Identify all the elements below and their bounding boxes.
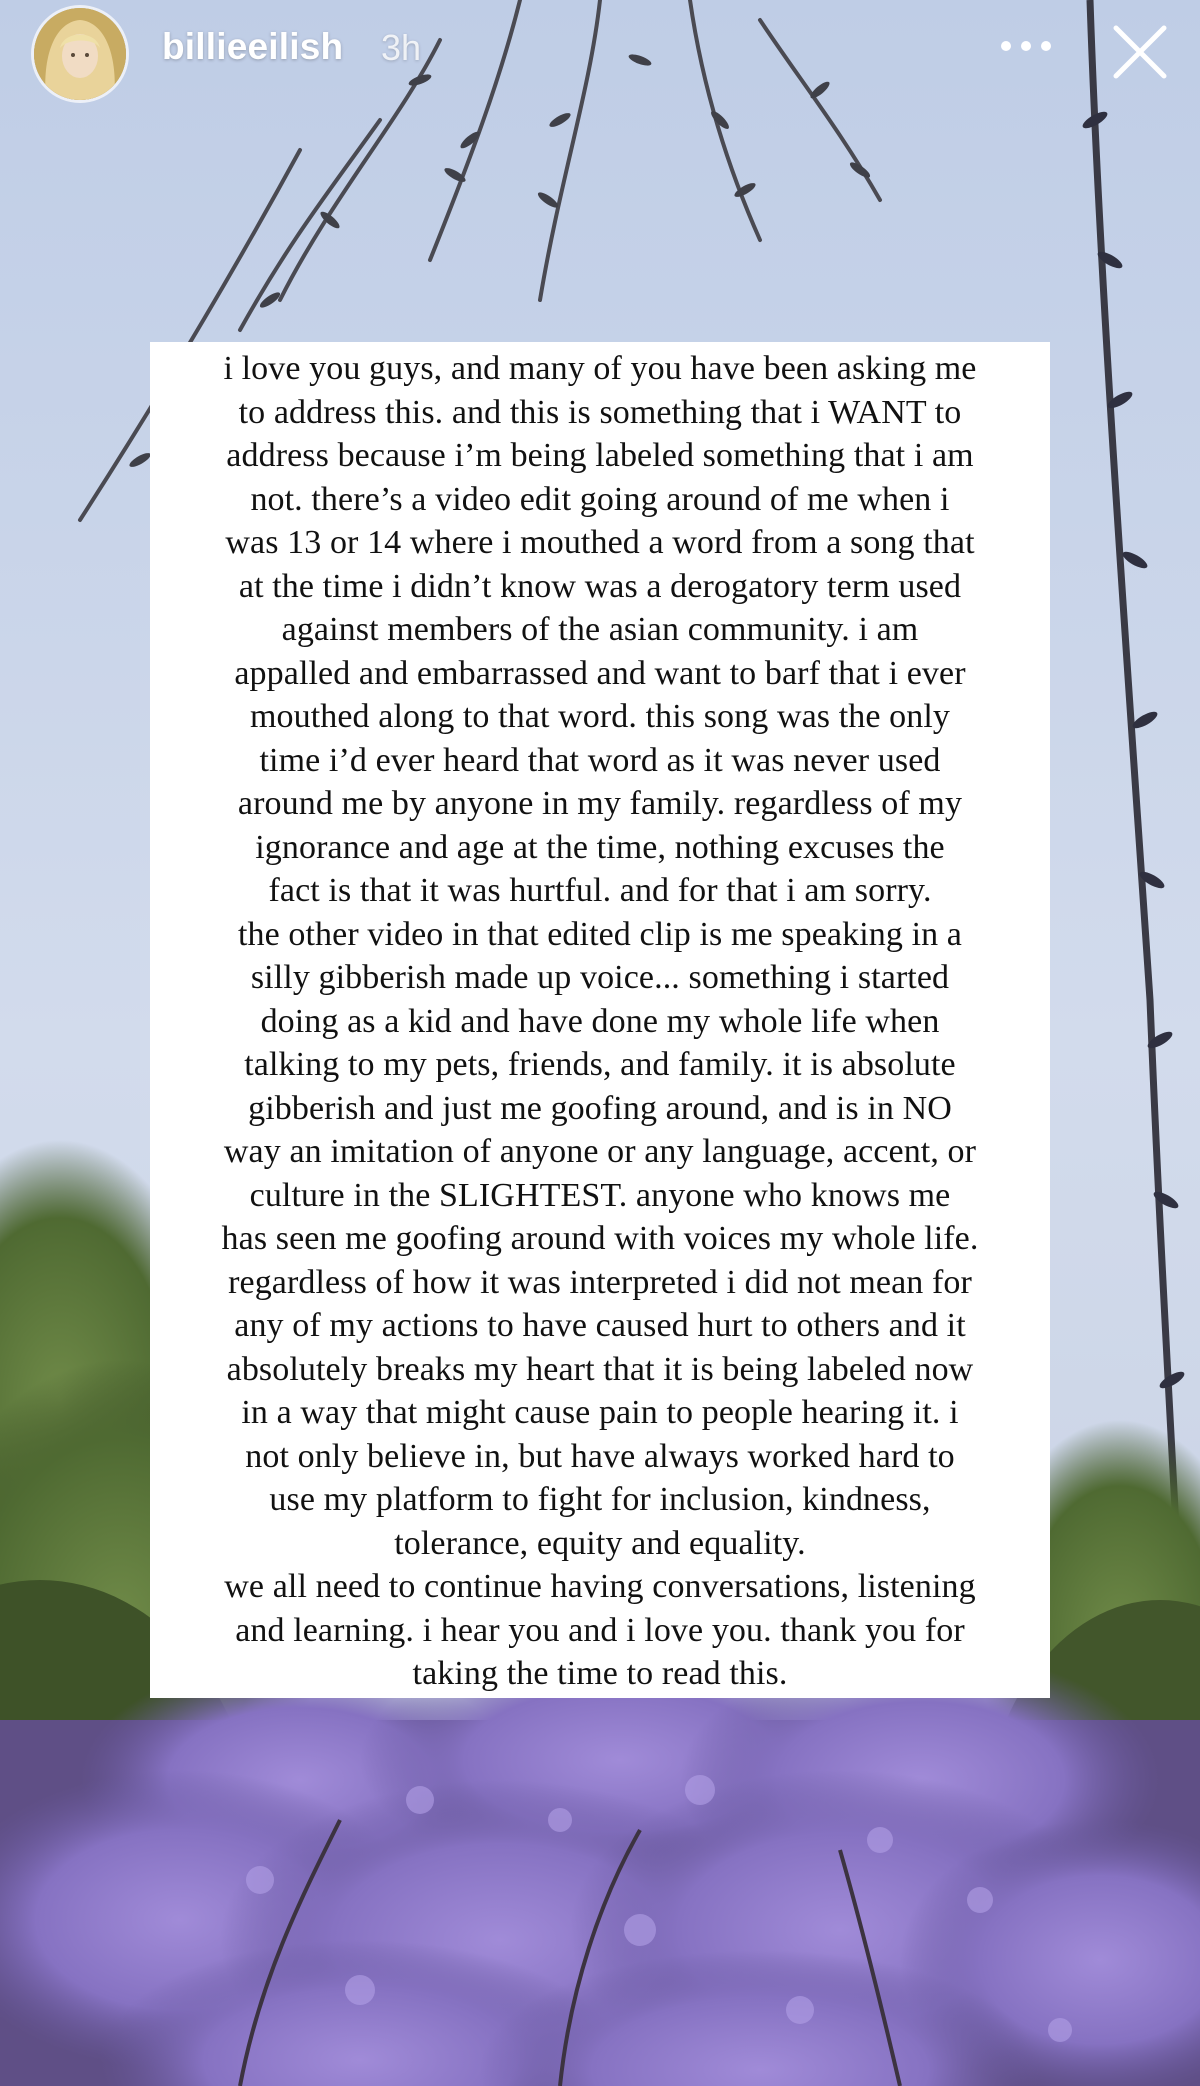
close-button[interactable] — [1108, 20, 1172, 84]
caption-line: culture in the SLIGHTEST. anyone who knows me — [249, 1176, 951, 1214]
caption-line: was 13 or 14 where i mouthed a word from a song that — [225, 524, 975, 561]
story-header — [0, 0, 1200, 120]
more-options-button[interactable] — [998, 34, 1054, 58]
caption-line: silly gibberish made up voice... something i started — [250, 959, 950, 996]
caption-line: regardless of how it was interpreted i did not mean for — [228, 1263, 972, 1301]
caption-line: gibberish and just me goofing around, and is in NO — [248, 1089, 952, 1127]
caption-line: at the time i didn’t know was a derogatory term used — [238, 567, 962, 605]
caption-line: use my platform to fight for inclusion, kindness, — [269, 1481, 931, 1518]
caption-line: appalled and embarrassed and want to barf that i ever — [234, 654, 966, 692]
caption-line: has seen me goofing around with voices my whole life. — [221, 1220, 979, 1257]
caption-line: to address this. and this is something that i WANT to — [238, 393, 962, 431]
caption-line: address because i’m being labeled something that i am — [226, 437, 974, 474]
caption-line: doing as a kid and have done my whole life when — [260, 1002, 940, 1040]
caption-line: mouthed along to that word. this song was the only — [249, 698, 951, 735]
avatar[interactable] — [34, 8, 126, 100]
caption-line: not. there’s a video edit going around of me when i — [250, 480, 950, 518]
caption-line: taking the time to read this. — [412, 1655, 788, 1692]
caption-line: the other video in that edited clip is me speaking in a — [237, 915, 963, 953]
caption-text-box — [150, 342, 1050, 1698]
caption-line: talking to my pets, friends, and family. it is absolute — [244, 1046, 956, 1083]
caption-line: absolutely breaks my heart that it is being labeled now — [226, 1350, 974, 1388]
username[interactable]: billieeilish — [162, 26, 344, 67]
caption-line: in a way that might cause pain to people hearing it. i — [241, 1394, 959, 1431]
ellipsis-icon — [998, 34, 1054, 58]
caption-line: way an imitation of anyone or any language, accent, or — [223, 1133, 977, 1170]
caption-line: not only believe in, but have always worked hard to — [245, 1437, 955, 1475]
close-icon — [1108, 20, 1172, 84]
caption-line: ignorance and age at the time, nothing excuses the — [255, 828, 945, 866]
caption-line: against members of the asian community. i am — [281, 611, 919, 648]
caption-line: fact is that it was hurtful. and for that i am sorry. — [268, 872, 932, 909]
caption-line: tolerance, equity and equality. — [394, 1524, 806, 1562]
caption-line: any of my actions to have caused hurt to others and it — [234, 1307, 966, 1344]
avatar-image — [34, 8, 126, 100]
caption-line: we all need to continue having conversations, listening — [224, 1568, 976, 1605]
caption-line: i love you guys, and many of you have been asking me — [223, 350, 977, 387]
caption-line: around me by anyone in my family. regardless of my — [237, 785, 963, 822]
post-time: 3h — [381, 27, 422, 68]
caption-line: and learning. i hear you and i love you. thank you for — [235, 1611, 965, 1649]
caption-line: time i’d ever heard that word as it was never used — [259, 741, 941, 779]
